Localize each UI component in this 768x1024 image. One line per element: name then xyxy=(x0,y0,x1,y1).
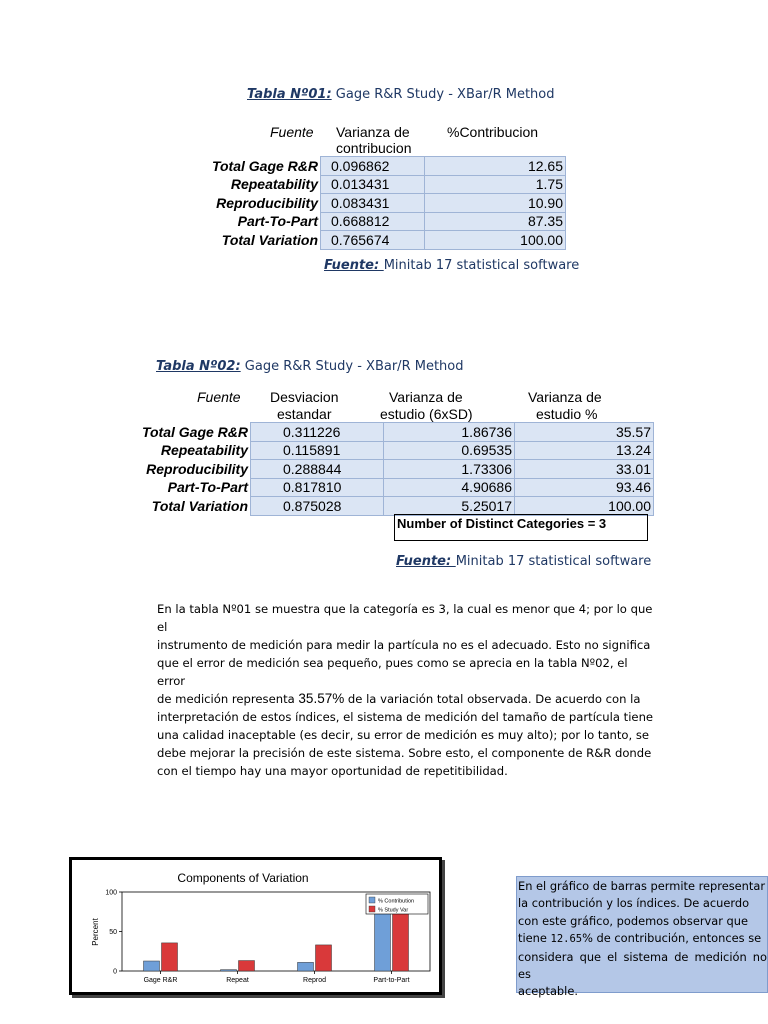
table-row xyxy=(188,175,566,194)
table2-header-sd-line1: Desviacion xyxy=(270,389,339,405)
row-name: Reproducibility xyxy=(216,194,318,211)
table-row xyxy=(118,478,654,497)
x-tick-label: Gage R&R xyxy=(143,977,178,984)
table1-header-contribucion: %Contribucion xyxy=(447,124,539,140)
table1-source xyxy=(324,258,579,273)
y-tick-label: 50 xyxy=(109,929,117,936)
note-line: considera que el sistema de medición no es xyxy=(518,949,767,982)
legend-label: % Study Var xyxy=(378,907,409,914)
pct-cell: 33.01 xyxy=(515,460,654,479)
y-tick-label: 0 xyxy=(113,968,117,976)
sv-cell: 0.69535 xyxy=(384,441,515,460)
table1-source-text: Minitab 17 statistical software xyxy=(383,258,580,273)
table1-source-label: Fuente: xyxy=(324,258,384,273)
pct-cell: 93.46 xyxy=(515,478,654,497)
paragraph-line: instrumento de medición para medir la partícula no es el adecuado. Esto no significa xyxy=(157,638,651,652)
row-name: Part-To-Part xyxy=(167,479,248,496)
sd-cell: 0.875028 xyxy=(251,497,384,516)
sv-cell: 4.90686 xyxy=(384,478,515,497)
table-row xyxy=(188,212,566,231)
varcomp-cell: 0.083431 xyxy=(321,194,425,213)
distinct-categories-box: Number of Distinct Categories = 3 xyxy=(394,514,648,541)
bar xyxy=(298,962,314,971)
table-row xyxy=(118,460,654,479)
chart-commentary-box xyxy=(516,876,768,999)
note-line: En el gráfico de barras permite representar xyxy=(518,879,766,893)
sv-cell: 5.25017 xyxy=(384,497,515,516)
y-tick-label: 100 xyxy=(105,889,117,897)
contrib-cell: 10.90 xyxy=(425,194,566,213)
paragraph-line: interpretación de estos índices, el sistema de medición del tamaño de partícula tiene xyxy=(157,710,654,724)
x-tick-label: Repeat xyxy=(226,977,249,984)
bar xyxy=(162,943,178,971)
contrib-cell: 12.65 xyxy=(425,157,566,176)
note-text: % de contribución, entonces se xyxy=(582,931,762,946)
paragraph-line: En la tabla Nº01 se muestra que la categoría es 3, la cual es menor que 4; por lo que el xyxy=(157,602,653,634)
sv-cell: 1.86736 xyxy=(384,423,515,442)
x-tick-label: Part-to-Part xyxy=(373,977,410,984)
varcomp-cell: 0.668812 xyxy=(321,212,425,231)
row-name: Total Variation xyxy=(151,497,248,514)
legend-swatch xyxy=(369,906,375,912)
table-row xyxy=(118,441,654,460)
paragraph-text: de la variación total observada. De acuerdo con la xyxy=(344,692,641,706)
pct-cell: 100.00 xyxy=(515,497,654,516)
paragraph-text: de medición representa xyxy=(157,692,299,706)
table2-caption-label: Tabla Nº02: xyxy=(156,359,241,374)
table-row xyxy=(188,194,566,213)
legend-label: % Contribution xyxy=(378,898,415,905)
note-line: la contribución y los índices. De acuerdo xyxy=(518,896,750,911)
row-name: Repeatability xyxy=(160,442,248,459)
note-line xyxy=(518,930,767,948)
note-text: tiene xyxy=(518,931,551,946)
x-tick-label: Reprod xyxy=(303,977,326,984)
paragraph-line: con el tiempo hay una mayor oportunidad de repetitibilidad. xyxy=(157,764,508,778)
table2-caption-title: Gage R&R Study - XBar/R Method xyxy=(240,359,464,374)
sd-cell: 0.311226 xyxy=(251,423,384,442)
sd-cell: 0.288844 xyxy=(251,460,384,479)
paragraph-line xyxy=(157,690,657,708)
table1-header-varianza-line2: contribucion xyxy=(336,140,412,156)
table2-source xyxy=(396,554,651,569)
table2-header-fuente: Fuente xyxy=(197,389,241,405)
table1-caption-label: Tabla Nº01: xyxy=(247,87,332,102)
table2-source-label: Fuente: xyxy=(396,554,456,569)
contrib-cell: 100.00 xyxy=(425,231,566,250)
table1-caption-title: Gage R&R Study - XBar/R Method xyxy=(331,87,555,102)
bar xyxy=(144,961,160,971)
bar xyxy=(221,970,237,971)
row-name: Part-To-Part xyxy=(237,213,318,230)
table1-header-varianza-line1: Varianza de xyxy=(336,124,410,140)
table2-header-sv-line2: estudio (6xSD) xyxy=(380,406,473,422)
row-name: Total Gage R&R xyxy=(211,157,318,174)
row-name: Total Gage R&R xyxy=(141,423,248,440)
pct-cell: 13.24 xyxy=(515,441,654,460)
table1 xyxy=(188,156,566,250)
varcomp-cell: 0.013431 xyxy=(321,175,425,194)
paragraph-line: una calidad inaceptable (es decir, su error de medición es muy alto); por lo tanto, se xyxy=(157,728,650,742)
table-row xyxy=(118,497,654,516)
note-line: aceptable. xyxy=(518,984,578,999)
table-row xyxy=(118,423,654,442)
table2-source-text: Minitab 17 statistical software xyxy=(455,554,652,569)
table2-header-pct-line1: Varianza de xyxy=(528,389,602,405)
sd-cell: 0.817810 xyxy=(251,478,384,497)
table1-header-fuente: Fuente xyxy=(270,124,314,140)
note-value: 12.65 xyxy=(550,933,583,946)
chart-title: Components of Variation xyxy=(177,871,309,885)
table-row xyxy=(188,157,566,176)
chart-svg xyxy=(72,860,439,992)
table2 xyxy=(118,422,654,516)
paragraph-line: que el error de medición sea pequeño, pues como se aprecia en la tabla Nº02, el error xyxy=(157,656,628,688)
sd-cell: 0.115891 xyxy=(251,441,384,460)
varcomp-cell: 0.765674 xyxy=(321,231,425,250)
chart-y-axis-label: Percent xyxy=(91,918,100,946)
row-name: Reproducibility xyxy=(146,460,248,477)
note-line: con este gráfico, podemos observar que xyxy=(518,913,749,928)
chart-legend xyxy=(366,894,428,914)
bar xyxy=(316,945,332,971)
contrib-cell: 87.35 xyxy=(425,212,566,231)
pct-cell: 35.57 xyxy=(515,423,654,442)
table2-header-sv-line1: Varianza de xyxy=(389,389,463,405)
legend-swatch xyxy=(369,897,375,903)
components-of-variation-chart xyxy=(69,857,442,995)
varcomp-cell: 0.096862 xyxy=(321,157,425,176)
table2-header-sd-line2: estandar xyxy=(277,406,332,422)
table2-header-pct-line2: estudio % xyxy=(536,406,598,422)
row-name: Total Variation xyxy=(221,231,318,248)
table1-caption xyxy=(247,87,555,102)
row-name: Repeatability xyxy=(230,176,318,193)
paragraph-line: debe mejorar la precisión de este sistema. Sobre esto, el componente de R&R donde xyxy=(157,746,652,760)
sv-cell: 1.73306 xyxy=(384,460,515,479)
paragraph-value: 35.57% xyxy=(298,691,345,706)
bar xyxy=(239,961,255,971)
table-row xyxy=(188,231,566,250)
table2-caption xyxy=(156,359,464,374)
contrib-cell: 1.75 xyxy=(425,175,566,194)
analysis-paragraph xyxy=(157,600,657,780)
